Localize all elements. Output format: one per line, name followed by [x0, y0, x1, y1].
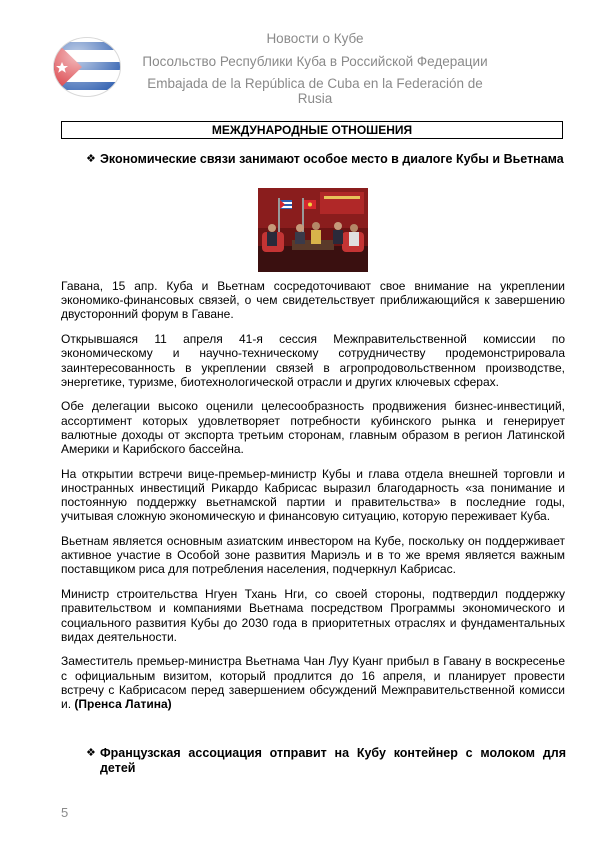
page-number: 5 [61, 805, 69, 820]
paragraph-5: Вьетнам является основным азиатским инвестором на Кубе, поскольку он поддерживает активное участие в Особой зоне развития Мариэль и в то же время является важным поставщиком риса для потребления населения, подчеркнул Кабрисас. [61, 534, 565, 577]
header-line-1: Новости о Кубе [266, 31, 364, 46]
diamond-bullet-icon: ❖ [86, 747, 96, 759]
header-line-2: Посольство Республики Куба в Российской Федерации [142, 54, 488, 69]
article-body [61, 279, 565, 722]
header-line-3: Embajada de la República de Cuba en la Federación de Rusia [147, 76, 483, 106]
next-article-title [86, 746, 566, 776]
section-title: МЕЖДУНАРОДНЫЕ ОТНОШЕНИЯ [61, 121, 563, 139]
paragraph-6: Министр строительства Нгуен Тхань Нги, со своей стороны, подтвердил поддержку правительством и компаниями Вьетнама посредством Программы экономического и социального развития Кубы до 2030 года в приоритетных отраслях и фундаментальных видах деятельности. [61, 587, 565, 644]
article-title-text: Экономические связи занимают особое место в диалоге Кубы и Вьетнама [100, 152, 564, 166]
paragraph-7 [61, 654, 565, 711]
paragraph-4: На открытии встречи вице-премьер-министр Кубы и глава отдела внешней торговли и иностранных инвестиций Рикардо Кабрисас выразил благодарность «за понимание и постоянную поддержку вьетнамской партии и правительства» в последние годы, учитывая сложную экономическую и финансовую ситуацию, которую переживает Куба. [61, 466, 565, 524]
paragraph-7-text: Заместитель премьер-министра Вьетнама Чан Луу Куанг прибыл в Гавану в воскресенье с официальным визитом, который продлится до 16 апреля, и планирует провести встречу с Кабрисасом перед завершением обсуждений Межправительственной комисси и. [61, 654, 565, 712]
next-article-title-text: Французская ассоциация отправит на Кубу контейнер с молоком для детей [100, 746, 566, 775]
article-title [86, 152, 566, 167]
paragraph-3: Обе делегации высоко оценили целесообразность продвижения бизнес-инвестиций, ассортимент которых удовлетворяет потребности кубинского рынка и генерирует валютные доходы от экспорта третьим сторонам, главным образом в регион Латинской Америки и Карибского бассейна. [61, 399, 565, 457]
diamond-bullet-icon: ❖ [86, 153, 96, 165]
source-credit: (Пренса Латина) [74, 697, 172, 712]
paragraph-1: Гавана, 15 апр. Куба и Вьетнам сосредоточивают свое внимание на укреплении экономико-финансовых связей, о чем свидетельствует приближающийся к завершению двусторонний форум в Гаване. [61, 279, 565, 322]
paragraph-2: Открывшаяся 11 апреля 41-я сессия Межправительственной комиссии по экономическому и научно-техническому сотрудничеству продемонстрировала заинтересованность в укреплении связей в агропродовольственном производстве, энергетике, туризме, биотехнологической отрасли и других ключевых сферах. [61, 332, 565, 389]
cuba-flag-logo [52, 36, 122, 98]
meeting-photo [258, 188, 368, 272]
